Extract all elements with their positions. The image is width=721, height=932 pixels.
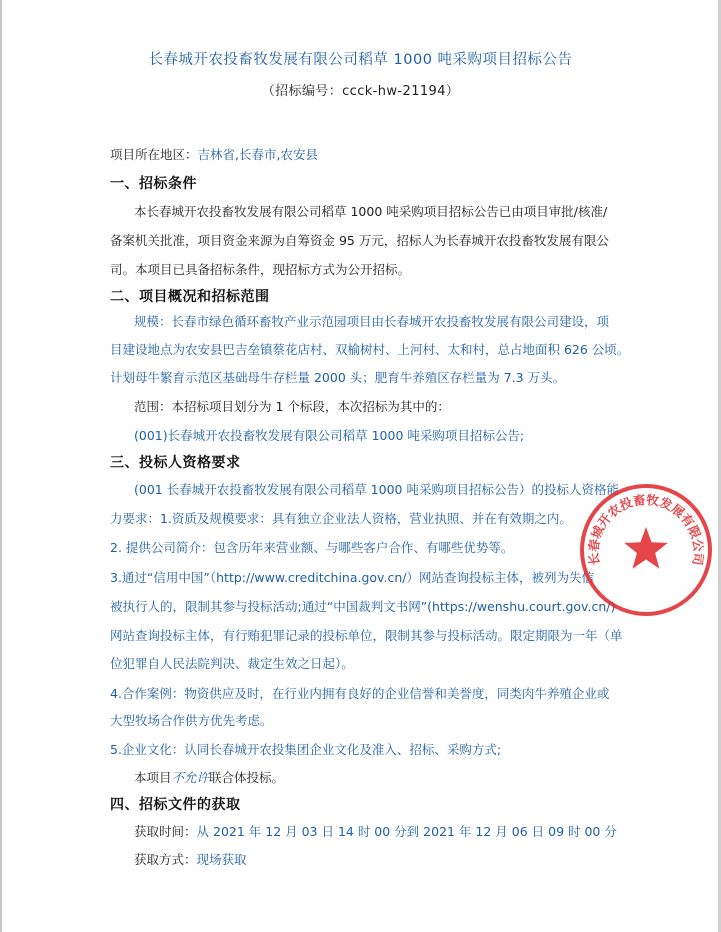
s2-line-3: 计划母牛繁育示范区基础母牛存栏量 2000 头；肥育牛养殖区存栏量为 7.3 万头。: [110, 370, 566, 385]
location-value: 吉林省,长春市,农安县: [197, 147, 318, 162]
s1-line-2: 备案机关批准，项目资金来源为自筹资金 95 万元，招标人为长春城开农投畜牧发展有限公: [110, 233, 609, 248]
acquire-method-value: 现场获取: [196, 852, 247, 867]
joint-bid-value: 不允许: [171, 770, 210, 785]
acquire-time-value: 从 2021 年 12 月 03 日 14 时 00 分到 2021 年 12 月 06 日 09 时 00 分: [196, 824, 617, 839]
s3-line-6: 网站查询投标主体，有行贿犯罪记录的投标单位，限制其参与投标活动。限定期限为一年（单: [110, 628, 623, 643]
s1-line-3: 司。本项目已具备招标条件，现招标方式为公开招标。: [110, 262, 411, 277]
seal-text-path: 长春城开农投畜牧发展有限公司: [585, 491, 707, 567]
s4-line-2: [134, 852, 247, 868]
joint-bid-suffix: 联合体投标。: [209, 770, 285, 785]
company-seal: [576, 480, 716, 620]
s4-line-1: [134, 824, 617, 840]
section-1-heading: 一、招标条件: [110, 176, 197, 192]
tender-number: （招标编号：ccck-hw-21194）: [261, 84, 460, 99]
s3-line-9: 大型牧场合作供方优先考虑。: [110, 713, 273, 728]
project-location: [110, 147, 318, 163]
section-2-heading: 二、项目概况和招标范围: [110, 289, 270, 305]
s3-line-7: 位犯罪自人民法院判决、裁定生效之日起）。: [110, 656, 354, 671]
s3-line-1: (001 长春城开农投畜牧发展有限公司稻草 1000 吨采购项目招标公告）的投标人资格能: [134, 482, 619, 497]
section-3-heading: 三、投标人资格要求: [110, 455, 241, 471]
s2-line-1: 规模：长春市绿色循环畜牧产业示范园项目由长春城开农投畜牧发展有限公司建设，项: [134, 314, 610, 329]
document-title: 长春城开农投畜牧发展有限公司稻草 1000 吨采购项目招标公告: [148, 52, 573, 68]
s3-line-8: 4.合作案例：物资供应及时，在行业内拥有良好的企业信誉和美誉度，同类肉牛养殖企业或: [110, 686, 610, 701]
s3-line-11: [134, 770, 284, 786]
s1-line-1: 本长春城开农投畜牧发展有限公司稻草 1000 吨采购项目招标公告已由项目审批/核准/: [134, 204, 608, 219]
s3-line-3: 2. 提供公司简介：包含历年来营业额、与哪些客户合作、有哪些优势等。: [110, 540, 514, 555]
s3-line-4: 3.通过“信用中国”（http://www.creditchina.gov.cn/）网站查询投标主体，被列为失信: [110, 570, 594, 585]
seal-star-icon: [624, 527, 668, 569]
s3-line-10: 5.企业文化：认同长春城开农投集团企业文化及准入、招标、采购方式;: [110, 742, 502, 757]
acquire-time-label: 获取时间：: [134, 824, 197, 839]
s3-line-2: 力要求：1.资质及规模要求：具有独立企业法人资格，营业执照、并在有效期之内。: [110, 511, 572, 526]
s3-line-5: 被执行人的，限制其参与投标活动;通过“中国裁判文书网”(https://wenshu.court.gov.cn/): [110, 599, 616, 614]
joint-bid-prefix: 本项目: [134, 770, 172, 785]
s2-line-4: 范围：本招标项目划分为 1 个标段，本次招标为其中的：: [134, 399, 450, 414]
section-4-heading: 四、招标文件的获取: [110, 797, 241, 813]
s2-line-5: (001)长春城开农投畜牧发展有限公司稻草 1000 吨采购项目招标公告;: [134, 428, 525, 443]
s2-line-2: 目建设地点为农安县巴吉垒镇蔡花店村、双榆树村、上河村、太和村，总占地面积 626 公顷。: [110, 342, 630, 357]
acquire-method-label: 获取方式：: [134, 852, 197, 867]
location-label: 项目所在地区：: [110, 147, 198, 162]
